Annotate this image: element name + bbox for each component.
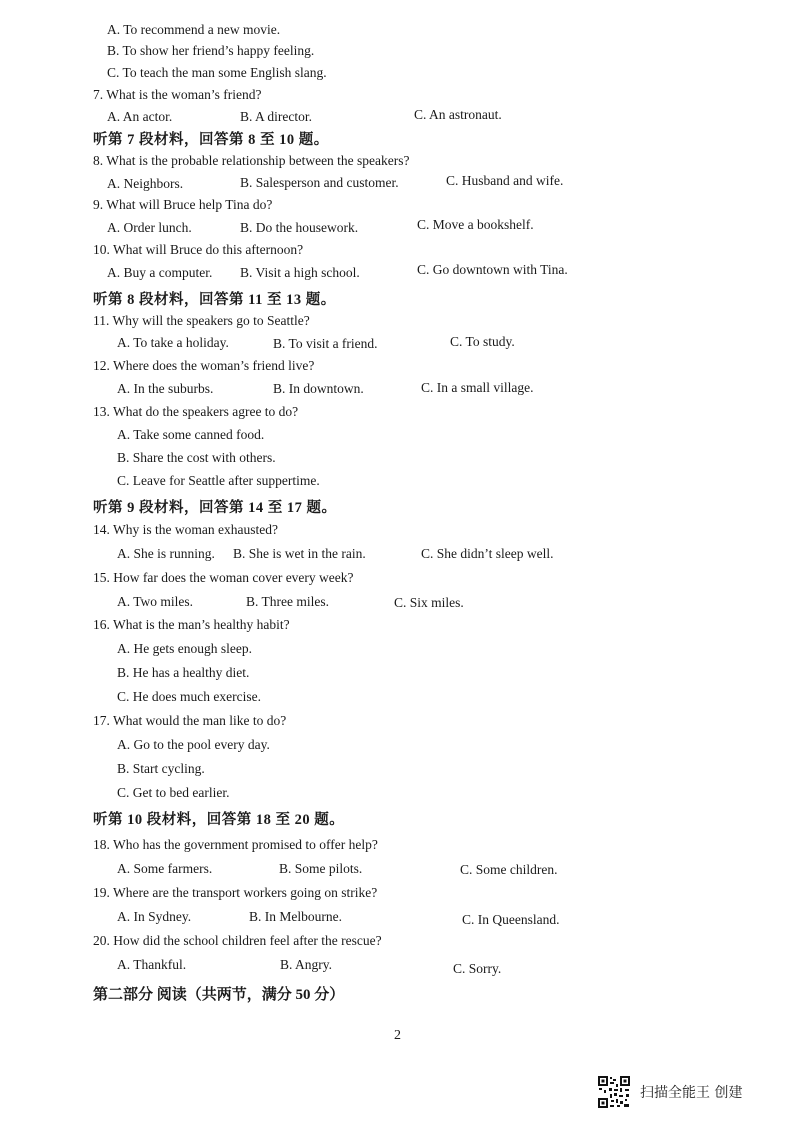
q13-option-b: B. Share the cost with others. [117,450,276,465]
q12-option-b: B. In downtown. [273,381,364,396]
q17-option-b: B. Start cycling. [117,761,205,776]
question-12: 12. Where does the woman’s friend live? [93,358,315,373]
section-heading-8: 听第 8 段材料，回答第 11 至 13 题。 [93,292,336,308]
question-16: 16. What is the man’s healthy habit? [93,617,290,632]
option-b: B. To show her friend’s happy feeling. [107,43,315,58]
q16-option-c: C. He does much exercise. [117,689,261,704]
q7-option-c: C. An astronaut. [414,107,502,122]
q19-option-a: A. In Sydney. [117,909,192,924]
question-14: 14. Why is the woman exhausted? [93,522,278,537]
question-7: 7. What is the woman’s friend? [93,87,262,102]
page-number: 2 [394,1028,401,1043]
q19-option-c: C. In Queensland. [462,912,560,927]
section-heading-10: 听第 10 段材料，回答第 18 至 20 题。 [93,812,345,828]
q11-option-b: B. To visit a friend. [273,336,378,351]
question-8: 8. What is the probable relationship between the speakers? [93,153,410,168]
q14-option-a: A. She is running. [117,546,215,561]
q20-option-b: B. Angry. [280,957,333,972]
question-9: 9. What will Bruce help Tina do? [93,197,273,212]
q13-option-c: C. Leave for Seattle after suppertime. [117,473,320,488]
q10-option-a: A. Buy a computer. [107,265,213,280]
question-20: 20. How did the school children feel after the rescue? [93,933,382,948]
q18-option-a: A. Some farmers. [117,861,213,876]
q7-option-a: A. An actor. [107,109,173,124]
qr-code-icon [597,1075,631,1109]
q14-option-c: C. She didn’t sleep well. [421,546,554,561]
scanner-brand-label: 扫描全能王 创建 [640,1085,743,1101]
question-10: 10. What will Bruce do this afternoon? [93,242,304,257]
question-19: 19. Where are the transport workers going on strike? [93,885,378,900]
q11-option-a: A. To take a holiday. [117,335,229,350]
q10-option-c: C. Go downtown with Tina. [417,262,568,277]
option-c: C. To teach the man some English slang. [107,65,327,80]
q9-option-b: B. Do the housework. [240,220,359,235]
q15-option-b: B. Three miles. [246,594,329,609]
q15-option-a: A. Two miles. [117,594,194,609]
q16-option-a: A. He gets enough sleep. [117,641,252,656]
q14-option-b: B. She is wet in the rain. [233,546,366,561]
section-heading-9: 听第 9 段材料，回答第 14 至 17 题。 [93,500,337,516]
q7-option-b: B. A director. [240,109,312,124]
q16-option-b: B. He has a healthy diet. [117,665,250,680]
option-a: A. To recommend a new movie. [107,22,281,37]
question-15: 15. How far does the woman cover every week? [93,570,354,585]
q8-option-c: C. Husband and wife. [446,173,564,188]
q9-option-a: A. Order lunch. [107,220,192,235]
q18-option-c: C. Some children. [460,862,558,877]
q8-option-a: A. Neighbors. [107,176,184,191]
q12-option-c: C. In a small village. [421,380,534,395]
q18-option-b: B. Some pilots. [279,861,363,876]
q17-option-a: A. Go to the pool every day. [117,737,270,752]
q12-option-a: A. In the suburbs. [117,381,214,396]
q13-option-a: A. Take some canned food. [117,427,265,442]
question-11: 11. Why will the speakers go to Seattle? [93,313,310,328]
question-17: 17. What would the man like to do? [93,713,287,728]
q17-option-c: C. Get to bed earlier. [117,785,230,800]
q9-option-c: C. Move a bookshelf. [417,217,534,232]
q19-option-b: B. In Melbourne. [249,909,342,924]
question-18: 18. Who has the government promised to offer help? [93,837,378,852]
q20-option-a: A. Thankful. [117,957,187,972]
q8-option-b: B. Salesperson and customer. [240,175,399,190]
q20-option-c: C. Sorry. [453,961,502,976]
q15-option-c: C. Six miles. [394,595,464,610]
q10-option-b: B. Visit a high school. [240,265,360,280]
question-13: 13. What do the speakers agree to do? [93,404,299,419]
q11-option-c: C. To study. [450,334,515,349]
part-two-heading: 第二部分 阅读（共两节，满分 50 分） [93,987,345,1003]
section-heading-7: 听第 7 段材料，回答第 8 至 10 题。 [93,132,329,148]
